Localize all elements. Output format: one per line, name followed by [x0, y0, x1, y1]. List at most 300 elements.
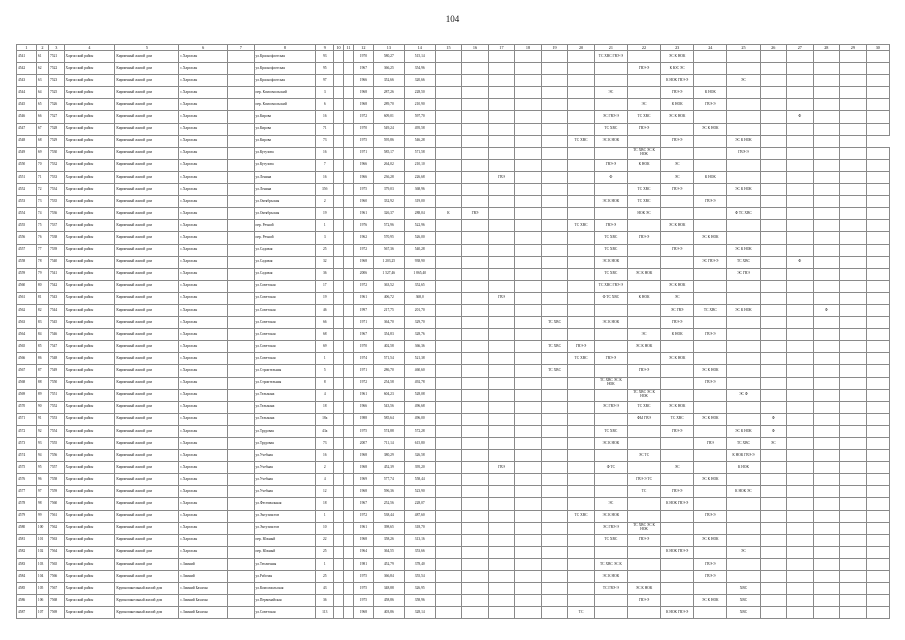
table-cell: [228, 377, 255, 389]
table-cell: [228, 365, 255, 377]
table-cell: [515, 244, 542, 256]
table-cell: 1997: [353, 304, 373, 316]
table-cell: [661, 232, 694, 244]
table-cell: [541, 184, 568, 196]
table-cell: Харгасский район: [64, 220, 115, 232]
table-cell: [787, 196, 814, 208]
table-cell: [344, 208, 354, 220]
table-cell: [462, 546, 489, 558]
table-cell: Кирпичный жилой дом: [115, 159, 179, 171]
table-cell: [228, 413, 255, 425]
table-cell: [515, 196, 542, 208]
table-cell: [727, 341, 760, 353]
column-header: 4: [64, 45, 115, 51]
table-cell: [694, 63, 727, 75]
table-cell: [334, 389, 344, 401]
table-cell: Ф: [594, 171, 627, 183]
table-cell: 1966: [353, 75, 373, 87]
table-cell: [228, 280, 255, 292]
table-cell: 348,88: [373, 583, 404, 595]
table-cell: [568, 292, 595, 304]
table-cell: [488, 571, 515, 583]
table-cell: [840, 595, 867, 607]
table-cell: [462, 51, 489, 63]
table-row: [17, 304, 890, 316]
table-cell: [228, 498, 255, 510]
table-cell: Харгасский район: [64, 51, 115, 63]
table-cell: [515, 232, 542, 244]
table-cell: Кирпичный жилой дом: [115, 196, 179, 208]
table-cell: 352,65: [404, 280, 435, 292]
table-cell: 7532: [49, 159, 64, 171]
table-cell: 580,27: [373, 51, 404, 63]
table-cell: [787, 558, 814, 570]
table-cell: 398,65: [373, 522, 404, 534]
table-cell: 4553: [17, 196, 37, 208]
table-cell: Харгасский район: [64, 377, 115, 389]
table-cell: [462, 389, 489, 401]
table-cell: ЭС: [594, 498, 627, 510]
table-cell: Кирпичный жилой дом: [115, 341, 179, 353]
table-cell: К НОК ЭС: [727, 486, 760, 498]
table-cell: [334, 135, 344, 147]
table-cell: [727, 111, 760, 123]
table-cell: [334, 208, 344, 220]
table-cell: [787, 135, 814, 147]
table-cell: [228, 171, 255, 183]
table-cell: [334, 353, 344, 365]
table-cell: [760, 365, 787, 377]
table-cell: 105: [36, 583, 48, 595]
table-cell: [462, 401, 489, 413]
table-cell: [813, 87, 840, 99]
table-cell: 12: [316, 486, 334, 498]
table-cell: ул.Краснофлотская: [254, 75, 316, 87]
table-cell: [334, 474, 344, 486]
table-cell: [435, 498, 462, 510]
table-cell: 1968: [353, 486, 373, 498]
table-cell: Кирпичный жилой дом: [115, 389, 179, 401]
table-cell: [727, 232, 760, 244]
table-cell: 1 865,40: [404, 268, 435, 280]
table-cell: [840, 341, 867, 353]
table-cell: [568, 401, 595, 413]
table-cell: ТС ХВС: [627, 111, 660, 123]
table-cell: [661, 474, 694, 486]
table-cell: [488, 341, 515, 353]
table-cell: 71: [36, 171, 48, 183]
table-cell: [344, 425, 354, 437]
table-cell: [515, 147, 542, 159]
table-cell: ул.Строительная: [254, 377, 316, 389]
table-cell: [727, 220, 760, 232]
table-cell: 7526: [49, 99, 64, 111]
table-cell: [334, 232, 344, 244]
table-cell: [462, 159, 489, 171]
table-cell: 7562: [49, 522, 64, 534]
table-cell: ХВС: [727, 607, 760, 619]
table-cell: Харгасский район: [64, 534, 115, 546]
table-cell: [813, 147, 840, 159]
table-cell: 526,00: [404, 232, 435, 244]
table-cell: 19: [316, 292, 334, 304]
table-cell: [813, 268, 840, 280]
table-cell: 287,26: [373, 87, 404, 99]
table-row: [17, 196, 890, 208]
table-cell: [594, 607, 627, 619]
table-cell: [515, 474, 542, 486]
table-cell: 577,74: [373, 474, 404, 486]
table-cell: Харгасский район: [64, 365, 115, 377]
table-cell: [334, 220, 344, 232]
table-cell: [344, 171, 354, 183]
table-cell: ГВЭ: [488, 292, 515, 304]
table-cell: 6: [316, 99, 334, 111]
table-cell: ул.Ленина: [254, 184, 316, 196]
table-cell: [334, 546, 344, 558]
table-cell: [727, 365, 760, 377]
table-cell: ГВЭ-Э: [627, 232, 660, 244]
table-cell: [627, 51, 660, 63]
table-cell: [488, 425, 515, 437]
table-cell: 1968: [353, 534, 373, 546]
table-cell: [515, 341, 542, 353]
table-cell: [840, 365, 867, 377]
table-cell: 71: [316, 123, 334, 135]
table-cell: [228, 87, 255, 99]
table-cell: [344, 498, 354, 510]
table-cell: 1975: [353, 595, 373, 607]
table-cell: 1968: [353, 87, 373, 99]
table-cell: 7523: [49, 75, 64, 87]
table-cell: [462, 595, 489, 607]
table-cell: [568, 365, 595, 377]
table-cell: 102: [36, 546, 48, 558]
table-cell: ТС: [627, 486, 660, 498]
table-cell: [661, 522, 694, 534]
table-row: [17, 413, 890, 425]
table-cell: 4552: [17, 184, 37, 196]
table-cell: ЭС К НОК: [727, 135, 760, 147]
table-cell: [627, 462, 660, 474]
table-cell: 364,70: [373, 317, 404, 329]
table-cell: 7551: [49, 389, 64, 401]
table-cell: [435, 413, 462, 425]
table-cell: [344, 123, 354, 135]
table-cell: [541, 63, 568, 75]
table-cell: ЭС К НОК: [727, 184, 760, 196]
table-cell: [334, 486, 344, 498]
table-cell: [568, 244, 595, 256]
table-cell: [813, 220, 840, 232]
table-cell: [840, 184, 867, 196]
table-cell: [627, 244, 660, 256]
table-cell: 97: [36, 486, 48, 498]
table-cell: [462, 365, 489, 377]
table-cell: [627, 377, 660, 389]
table-cell: [727, 292, 760, 304]
table-cell: ЭС: [627, 99, 660, 111]
table-cell: Харгасский район: [64, 232, 115, 244]
table-cell: [515, 184, 542, 196]
table-cell: [840, 256, 867, 268]
table-cell: 87: [36, 365, 48, 377]
table-cell: [344, 87, 354, 99]
table-cell: 94: [36, 450, 48, 462]
table-cell: [866, 99, 889, 111]
table-cell: [760, 558, 787, 570]
table-cell: ТС ГВЭ-Э: [594, 583, 627, 595]
table-cell: [462, 75, 489, 87]
table-cell: [694, 147, 727, 159]
table-cell: [813, 341, 840, 353]
table-cell: [515, 99, 542, 111]
table-cell: [866, 147, 889, 159]
table-cell: с.Харгасан: [179, 63, 228, 75]
table-cell: 7541: [49, 268, 64, 280]
table-cell: [840, 607, 867, 619]
table-cell: [488, 196, 515, 208]
table-cell: 521,38: [404, 353, 435, 365]
table-cell: 210,10: [404, 159, 435, 171]
table-cell: 549,24: [373, 123, 404, 135]
table-cell: [627, 510, 660, 522]
table-cell: [435, 365, 462, 377]
table-cell: [813, 159, 840, 171]
table-cell: [541, 546, 568, 558]
table-cell: [334, 99, 344, 111]
table-cell: [334, 595, 344, 607]
table-cell: [694, 353, 727, 365]
table-cell: с.Харгасан: [179, 111, 228, 123]
table-cell: Кирпичный жилой дом: [115, 558, 179, 570]
table-cell: [866, 486, 889, 498]
table-cell: с.Харгасан: [179, 244, 228, 256]
table-cell: [344, 304, 354, 316]
table-cell: 1972: [353, 111, 373, 123]
table-cell: 4564: [17, 329, 37, 341]
table-cell: ЭС: [661, 171, 694, 183]
table-cell: [488, 244, 515, 256]
table-cell: 368,0: [404, 292, 435, 304]
table-cell: [840, 304, 867, 316]
table-cell: [727, 377, 760, 389]
column-header: 17: [488, 45, 515, 51]
table-cell: Кирпичный жилой дом: [115, 474, 179, 486]
table-cell: 1970: [353, 341, 373, 353]
table-cell: [840, 353, 867, 365]
table-cell: ТС ХВС ГВЭ-Э: [594, 51, 627, 63]
table-cell: Харгасский район: [64, 244, 115, 256]
table-cell: [344, 510, 354, 522]
table-cell: [541, 389, 568, 401]
table-cell: [661, 256, 694, 268]
table-cell: [541, 329, 568, 341]
table-cell: 107: [36, 607, 48, 619]
table-cell: ТС ХВС ГВЭ-Э: [594, 280, 627, 292]
table-cell: 46: [316, 304, 334, 316]
table-cell: ГВЭ-Э: [694, 377, 727, 389]
table-cell: 1: [316, 510, 334, 522]
table-cell: [541, 220, 568, 232]
table-cell: [228, 595, 255, 607]
table-cell: 79: [36, 268, 48, 280]
column-header: 20: [568, 45, 595, 51]
table-cell: с.Зимний Бахаган: [179, 583, 228, 595]
table-cell: 7: [316, 159, 334, 171]
table-cell: [813, 595, 840, 607]
table-cell: 4587: [17, 607, 37, 619]
table-cell: Кирпичный жилой дом: [115, 123, 179, 135]
table-cell: 1969: [353, 474, 373, 486]
table-cell: 329,70: [404, 317, 435, 329]
table-cell: ТС ХВС: [541, 341, 568, 353]
table-cell: [515, 462, 542, 474]
table-cell: [334, 51, 344, 63]
table-cell: ГВЭ-Э: [627, 365, 660, 377]
table-cell: [787, 522, 814, 534]
table-cell: [435, 280, 462, 292]
table-cell: ТС ХВС: [568, 353, 595, 365]
table-cell: [435, 522, 462, 534]
table-cell: Харгасский район: [64, 583, 115, 595]
table-cell: 1960: [353, 196, 373, 208]
table-cell: [594, 341, 627, 353]
table-cell: [344, 220, 354, 232]
table-cell: [344, 377, 354, 389]
table-cell: ЭС К НОК: [661, 111, 694, 123]
table-cell: [866, 571, 889, 583]
table-cell: [661, 558, 694, 570]
table-cell: [594, 208, 627, 220]
table-cell: [866, 256, 889, 268]
table-cell: [462, 87, 489, 99]
table-cell: К НОК: [661, 99, 694, 111]
table-cell: [344, 147, 354, 159]
table-cell: [228, 75, 255, 87]
table-cell: 364,55: [373, 546, 404, 558]
table-cell: [694, 425, 727, 437]
table-cell: [541, 607, 568, 619]
table-cell: 7539: [49, 244, 64, 256]
table-cell: [515, 558, 542, 570]
table-cell: [760, 51, 787, 63]
table-cell: [813, 280, 840, 292]
table-cell: [228, 389, 255, 401]
table-cell: [727, 329, 760, 341]
table-cell: с.Харгасан: [179, 546, 228, 558]
table-cell: [866, 208, 889, 220]
table-cell: [866, 196, 889, 208]
table-cell: [541, 462, 568, 474]
table-cell: [627, 425, 660, 437]
table-cell: [228, 184, 255, 196]
table-cell: [334, 87, 344, 99]
table-cell: [462, 147, 489, 159]
table-cell: [694, 522, 727, 534]
table-cell: [344, 413, 354, 425]
table-cell: ТС ХВС: [541, 317, 568, 329]
table-cell: ТС ХВС: [627, 184, 660, 196]
table-cell: 1988: [353, 413, 373, 425]
table-cell: [228, 401, 255, 413]
table-cell: [760, 462, 787, 474]
table-cell: ул.Тепличная: [254, 558, 316, 570]
table-cell: 93: [316, 51, 334, 63]
table-cell: ТС ХВС ЭС К НОК: [627, 147, 660, 159]
table-cell: Кирпичный жилой дом: [115, 51, 179, 63]
table-cell: 228,50: [404, 87, 435, 99]
table-cell: К НОК ГВЭ-Э: [661, 498, 694, 510]
table-cell: [515, 510, 542, 522]
table-cell: 487,60: [404, 510, 435, 522]
table-cell: ЭС: [594, 87, 627, 99]
table-cell: [813, 111, 840, 123]
table-row: [17, 208, 890, 220]
table-cell: с.Харгасан: [179, 341, 228, 353]
table-cell: [727, 522, 760, 534]
table-cell: 106: [36, 595, 48, 607]
table-cell: 7533: [49, 171, 64, 183]
table-cell: [661, 450, 694, 462]
table-cell: 1961: [353, 522, 373, 534]
table-cell: пер. Южный: [254, 546, 316, 558]
table-cell: 4570: [17, 401, 37, 413]
table-cell: [344, 63, 354, 75]
table-cell: [488, 510, 515, 522]
table-cell: [727, 558, 760, 570]
table-cell: [568, 232, 595, 244]
table-cell: 319,00: [404, 196, 435, 208]
table-cell: [760, 341, 787, 353]
table-cell: 1966: [353, 401, 373, 413]
table-cell: 96: [36, 474, 48, 486]
table-cell: Кирпичный жилой дом: [115, 75, 179, 87]
table-cell: 4545: [17, 99, 37, 111]
table-cell: [228, 558, 255, 570]
table-cell: [813, 244, 840, 256]
table-cell: 4579: [17, 510, 37, 522]
table-cell: [488, 87, 515, 99]
table-cell: ул.Советская: [254, 341, 316, 353]
table-cell: 7536: [49, 208, 64, 220]
table-cell: [435, 510, 462, 522]
table-cell: ул.Тельмана: [254, 401, 316, 413]
table-row: [17, 607, 890, 619]
table-cell: [488, 135, 515, 147]
table-cell: 4576: [17, 474, 37, 486]
table-cell: [813, 607, 840, 619]
table-cell: [760, 268, 787, 280]
table-cell: [462, 184, 489, 196]
table-cell: [840, 232, 867, 244]
table-cell: ГВЭ-Э: [661, 244, 694, 256]
table-cell: ул.Учебная: [254, 474, 316, 486]
table-cell: 522,96: [404, 220, 435, 232]
table-cell: 67: [36, 123, 48, 135]
table-cell: Харгасский район: [64, 341, 115, 353]
table-cell: ул.Кирова: [254, 111, 316, 123]
table-cell: [435, 171, 462, 183]
table-cell: Харгасский район: [64, 462, 115, 474]
table-cell: 66: [316, 317, 334, 329]
table-cell: [435, 159, 462, 171]
table-cell: [435, 51, 462, 63]
table-cell: [727, 413, 760, 425]
table-cell: [462, 317, 489, 329]
table-cell: ул.Садовая: [254, 244, 316, 256]
table-cell: [462, 292, 489, 304]
